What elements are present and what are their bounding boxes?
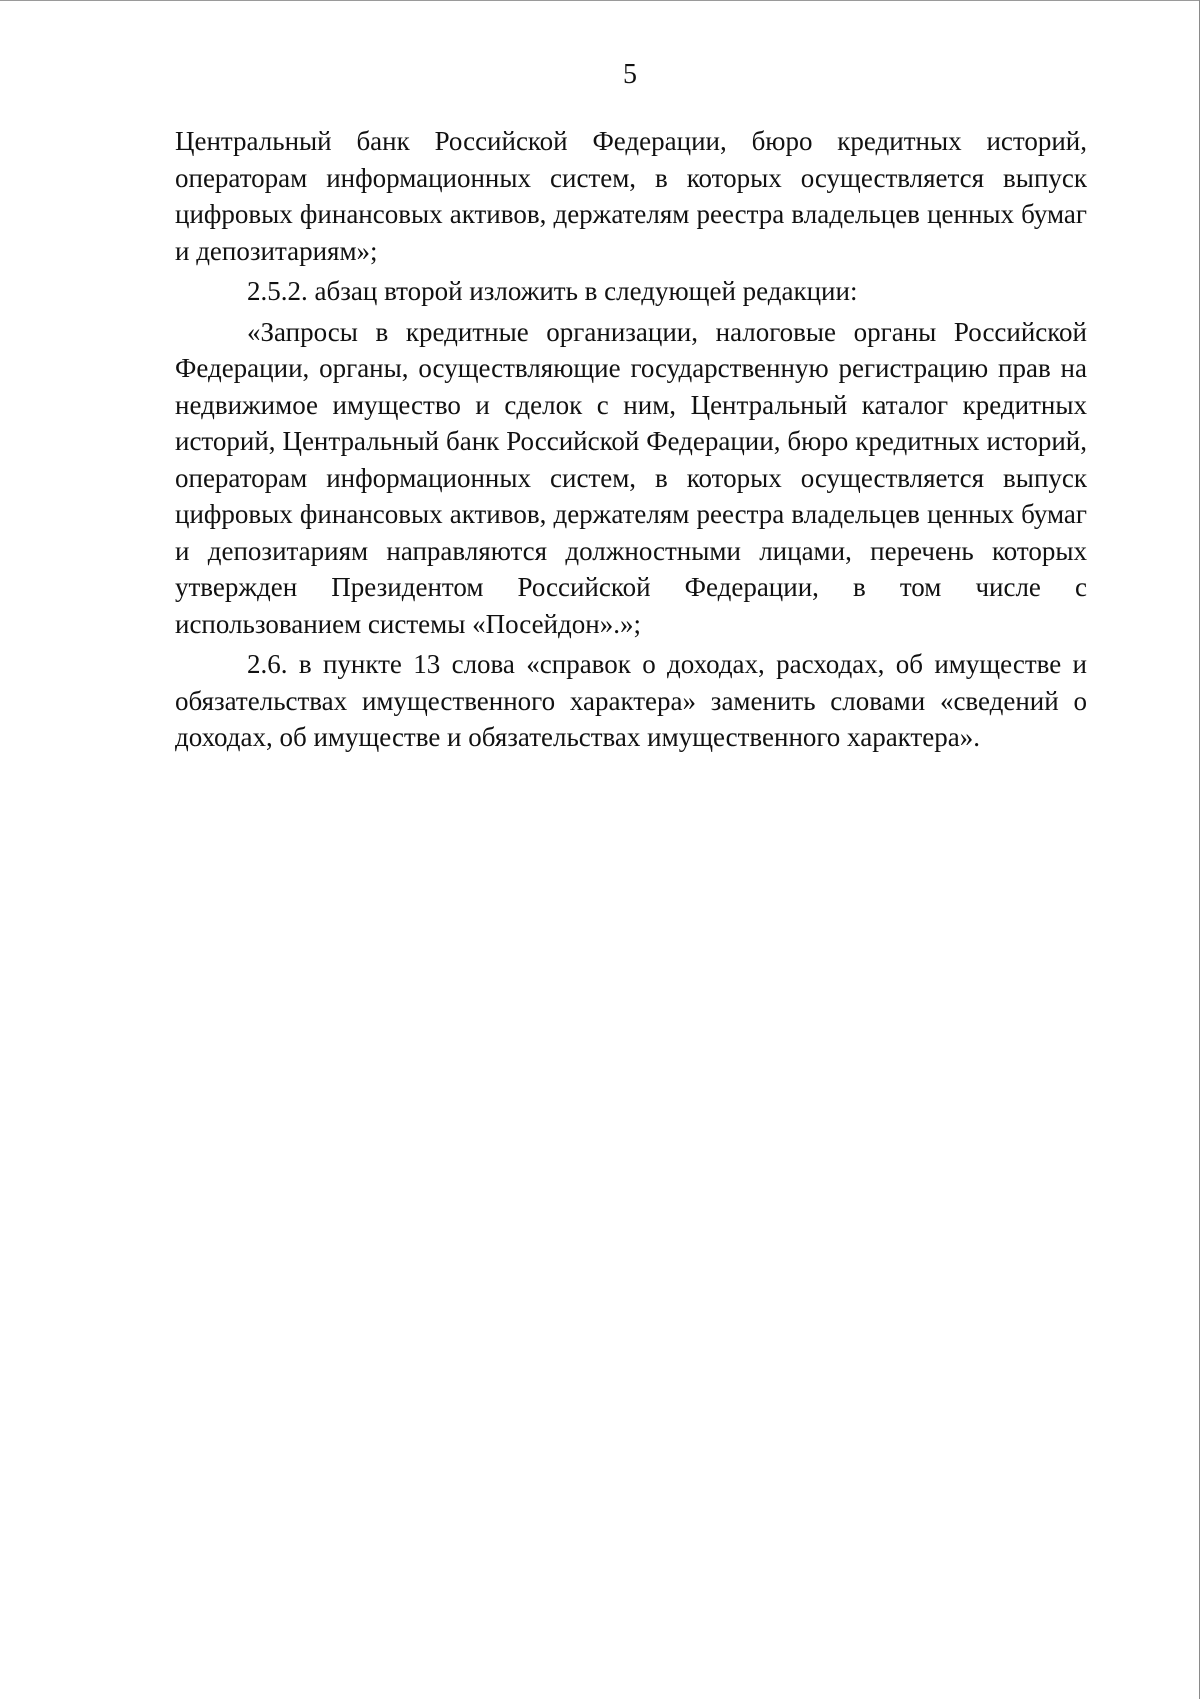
document-body (175, 123, 1087, 756)
paragraph-clause-2-5-2: 2.5.2. абзац второй изложить в следующей редакции: (247, 276, 858, 306)
page-top-edge (0, 0, 1200, 1)
page-number: 5 (623, 59, 637, 90)
paragraph-quoted-amendment: «Запросы в кредитные организации, налоговые органы Российской Федерации, органы, осуществляющие государственную регистрацию прав на недвижимое имущество и сделок с ним, Центральный каталог кредитных историй, Центральный банк Российской Федерации, бюро кредитных историй, операторам информационных систем, в которых осуществляется выпуск цифровых финансовых активов, держателям реестра владельцев ценных бумаг и депозитариям направляются должностными лицами, перечень которых утвержден Президентом Российской Федерации, в том числе с использованием системы «Посейдон».»; (175, 316, 1087, 639)
paragraph-continuation: Центральный банк Российской Федерации, бюро кредитных историй, операторам информационных систем, в которых осуществляется выпуск цифровых финансовых активов, держателям реестра владельцев ценных бумаг и депозитариям»; (175, 126, 1087, 266)
paragraph-clause-2-6: 2.6. в пункте 13 слова «справок о доходах, расходах, об имуществе и обязательствах имущественного характера» заменить словами «сведений о доходах, об имуществе и обязательствах имущественного характера». (175, 649, 1087, 752)
